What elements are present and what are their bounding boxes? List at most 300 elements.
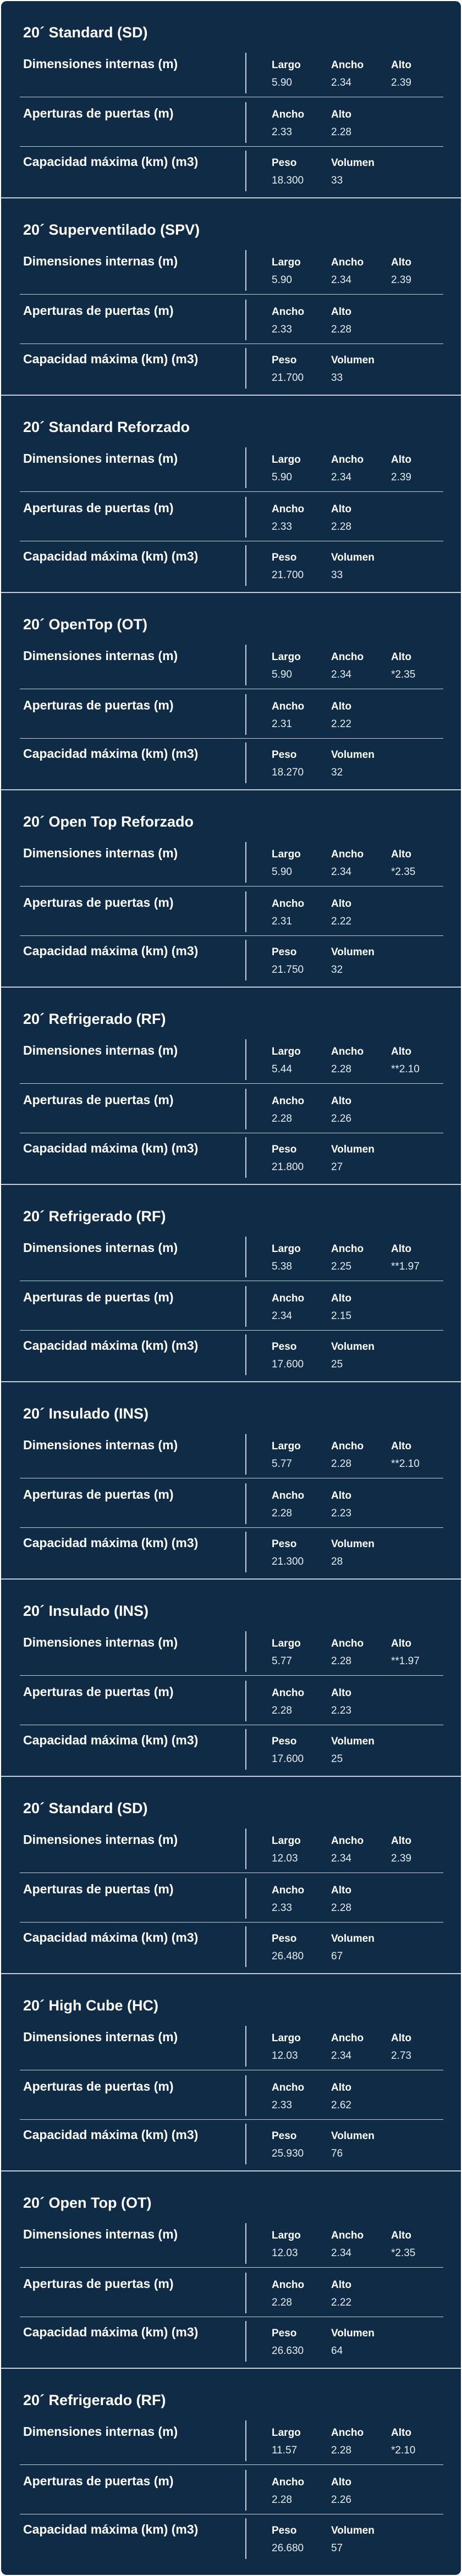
row-separator <box>20 491 443 492</box>
spec-header: Alto <box>331 306 351 318</box>
spec-value: 2.22 <box>331 916 351 927</box>
column-divider <box>245 2273 246 2313</box>
row-label: Capacidad máxima (km) (m3) <box>23 944 199 958</box>
row-label: Aperturas de puertas (m) <box>23 1487 174 1502</box>
spec-value: 28 <box>331 1556 343 1567</box>
internal-dimensions-row <box>20 838 443 887</box>
spec-cell-volumen <box>331 2128 375 2163</box>
spec-value: 21.300 <box>272 1556 304 1567</box>
spec-cell-alto <box>331 106 351 141</box>
spec-value: 2.15 <box>331 1310 351 1322</box>
section-title: 20´ Standard (SD) <box>23 1800 148 1816</box>
spec-value: 12.03 <box>272 2247 298 2259</box>
spec-value: 2.31 <box>272 718 292 730</box>
spec-cell-peso <box>272 1141 304 1176</box>
spec-value: 2.33 <box>272 1902 292 1914</box>
door-openings-row <box>20 1085 443 1133</box>
spec-header: Ancho <box>331 2427 364 2439</box>
spec-header: Ancho <box>331 257 364 268</box>
internal-dimensions-row <box>20 641 443 689</box>
spec-header: Peso <box>272 1144 297 1155</box>
door-openings-row <box>20 690 443 739</box>
spec-value: **1.97 <box>391 1655 420 1667</box>
internal-dimensions-row <box>20 1627 443 1676</box>
column-divider <box>245 151 246 191</box>
spec-value: 25.930 <box>272 2148 304 2159</box>
row-label: Dimensiones internas (m) <box>23 1832 178 1847</box>
spec-cell-volumen <box>331 1338 375 1373</box>
spec-header: Volumen <box>331 2328 375 2339</box>
container-section <box>1 1 461 198</box>
spec-cell-alto <box>391 57 411 92</box>
door-openings-row <box>20 2071 443 2120</box>
spec-value: 2.28 <box>331 521 351 533</box>
column-divider <box>245 694 246 735</box>
row-label: Capacidad máxima (km) (m3) <box>23 1930 199 1945</box>
spec-cell-ancho <box>272 501 304 536</box>
spec-cell-largo <box>272 254 301 289</box>
spec-header: Alto <box>331 1095 351 1107</box>
row-label: Dimensiones internas (m) <box>23 57 178 71</box>
max-capacity-row <box>20 1923 443 1971</box>
section-title: 20´ Open Top (OT) <box>23 2195 152 2211</box>
spec-value: 25 <box>331 1359 343 1370</box>
spec-cell-peso <box>272 2128 304 2163</box>
spec-header: Ancho <box>272 109 305 120</box>
column-divider <box>245 348 246 389</box>
column-divider <box>245 1137 246 1178</box>
spec-cell-peso <box>272 944 304 979</box>
row-label: Aperturas de puertas (m) <box>23 698 174 712</box>
spec-value: 2.34 <box>331 866 351 878</box>
spec-value: 76 <box>331 2148 343 2159</box>
spec-cell-largo <box>272 1043 301 1078</box>
container-section <box>1 2171 461 2369</box>
row-label: Aperturas de puertas (m) <box>23 1093 174 1107</box>
spec-cell-alto <box>331 1882 351 1917</box>
spec-cell-alto <box>331 2474 351 2509</box>
row-label: Capacidad máxima (km) (m3) <box>23 549 199 563</box>
spec-header: Ancho <box>331 1046 364 1057</box>
row-label: Dimensiones internas (m) <box>23 254 178 268</box>
row-label: Aperturas de puertas (m) <box>23 2276 174 2291</box>
spec-header: Alto <box>331 1293 351 1304</box>
spec-cell-ancho <box>331 649 364 684</box>
spec-value: 2.39 <box>391 274 411 286</box>
spec-header: Ancho <box>272 1885 305 1896</box>
spec-cell-alto <box>391 1832 411 1868</box>
row-label: Dimensiones internas (m) <box>23 1635 178 1649</box>
spec-value: 67 <box>331 1951 343 1962</box>
spec-value: 2.34 <box>331 2247 351 2259</box>
row-label: Dimensiones internas (m) <box>23 649 178 663</box>
spec-header: Volumen <box>331 157 375 169</box>
spec-header: Largo <box>272 1441 301 1452</box>
spec-header: Ancho <box>272 2477 305 2488</box>
spec-header: Peso <box>272 2525 297 2536</box>
section-title: 20´ OpenTop (OT) <box>23 616 147 633</box>
spec-header: Alto <box>391 2427 411 2439</box>
column-divider <box>245 102 246 143</box>
row-label: Capacidad máxima (km) (m3) <box>23 2522 199 2536</box>
door-openings-row <box>20 1677 443 1725</box>
column-divider <box>245 1829 246 1869</box>
internal-dimensions-row <box>20 49 443 97</box>
spec-cell-ancho <box>272 2276 304 2312</box>
spec-value: *2.35 <box>391 2247 416 2259</box>
spec-cell-peso <box>272 746 304 782</box>
spec-value: 2.62 <box>331 2099 351 2111</box>
max-capacity-row <box>20 2317 443 2366</box>
door-openings-row <box>20 1480 443 1528</box>
spec-cell-ancho <box>272 698 304 733</box>
row-separator <box>20 1675 443 1676</box>
spec-cell-peso <box>272 1930 304 1965</box>
spec-value: 2.23 <box>331 1705 351 1716</box>
spec-header: Ancho <box>331 2230 364 2241</box>
spec-header: Ancho <box>331 1243 364 1255</box>
spec-cell-peso <box>272 1338 304 1373</box>
spec-value: 26.630 <box>272 2345 304 2357</box>
spec-header: Volumen <box>331 1144 375 1155</box>
row-label: Capacidad máxima (km) (m3) <box>23 1733 199 1747</box>
internal-dimensions-row <box>20 1825 443 1873</box>
spec-cell-ancho <box>331 1240 364 1276</box>
spec-header: Alto <box>391 2230 411 2241</box>
spec-value: 2.26 <box>331 1113 351 1124</box>
spec-cell-volumen <box>331 2522 375 2557</box>
column-divider <box>245 2321 246 2362</box>
internal-dimensions-row <box>20 1233 443 1281</box>
internal-dimensions-row <box>20 2219 443 2268</box>
spec-value: 2.39 <box>391 1853 411 1864</box>
spec-value: 2.34 <box>331 77 351 88</box>
spec-header: Alto <box>391 2032 411 2044</box>
spec-cell-largo <box>272 2424 301 2459</box>
row-label: Dimensiones internas (m) <box>23 2227 178 2241</box>
spec-cell-alto <box>331 303 351 339</box>
section-title: 20´ Superventilado (SPV) <box>23 221 200 238</box>
spec-value: 18.270 <box>272 767 304 778</box>
row-label: Capacidad máxima (km) (m3) <box>23 2325 199 2339</box>
spec-value: 2.34 <box>331 2050 351 2062</box>
spec-header: Peso <box>272 1341 297 1353</box>
row-label: Dimensiones internas (m) <box>23 2424 178 2439</box>
row-label: Aperturas de puertas (m) <box>23 2079 174 2093</box>
spec-value: 12.03 <box>272 1853 298 1864</box>
spec-header: Alto <box>331 2477 351 2488</box>
spec-header: Alto <box>391 454 411 466</box>
spec-cell-alto <box>391 2030 411 2065</box>
section-title: 20´ Open Top Reforzado <box>23 813 194 830</box>
column-divider <box>245 53 246 93</box>
row-label: Aperturas de puertas (m) <box>23 2474 174 2488</box>
spec-cell-largo <box>272 2030 301 2065</box>
container-section <box>1 1185 461 1382</box>
spec-value: 17.600 <box>272 1359 304 1370</box>
spec-value: 2.31 <box>272 916 292 927</box>
spec-value: **1.97 <box>391 1261 420 1272</box>
spec-cell-alto <box>391 254 411 289</box>
spec-value: 2.33 <box>272 126 292 138</box>
spec-cell-largo <box>272 57 301 92</box>
column-divider <box>245 2223 246 2264</box>
max-capacity-row <box>20 739 443 787</box>
spec-value: 2.23 <box>331 1508 351 1519</box>
spec-value: 5.77 <box>272 1458 292 1470</box>
spec-cell-alto <box>391 451 411 486</box>
section-title: 20´ Insulado (INS) <box>23 1405 149 1422</box>
door-openings-row <box>20 2466 443 2514</box>
spec-value: 5.90 <box>272 77 292 88</box>
spec-cell-largo <box>272 649 301 684</box>
spec-header: Alto <box>391 651 411 663</box>
container-section <box>1 2369 461 2566</box>
spec-cell-ancho <box>272 1882 304 1917</box>
spec-value: 32 <box>331 964 343 976</box>
column-divider <box>245 300 246 340</box>
row-label: Aperturas de puertas (m) <box>23 1290 174 1304</box>
spec-value: 21.700 <box>272 372 304 384</box>
container-section <box>1 593 461 790</box>
row-label: Capacidad máxima (km) (m3) <box>23 1536 199 1550</box>
spec-cell-ancho <box>331 846 364 881</box>
spec-value: 5.90 <box>272 866 292 878</box>
spec-value: *2.10 <box>391 2445 416 2456</box>
spec-header: Volumen <box>331 1933 375 1945</box>
spec-header: Ancho <box>272 306 305 318</box>
spec-cell-ancho <box>272 106 304 141</box>
row-label: Dimensiones internas (m) <box>23 1240 178 1255</box>
spec-header: Alto <box>331 1687 351 1699</box>
column-divider <box>245 1483 246 1524</box>
spec-cell-peso <box>272 1733 304 1768</box>
spec-value: 2.28 <box>331 1655 351 1667</box>
section-title: 20´ Refrigerado (RF) <box>23 1208 166 1225</box>
spec-cell-largo <box>272 1240 301 1276</box>
spec-header: Alto <box>331 109 351 120</box>
container-section <box>1 1382 461 1580</box>
spec-value: 2.34 <box>331 669 351 680</box>
column-divider <box>245 2075 246 2116</box>
column-divider <box>245 645 246 685</box>
spec-header: Peso <box>272 2328 297 2339</box>
spec-header: Largo <box>272 454 301 466</box>
spec-value: 33 <box>331 569 343 581</box>
column-divider <box>245 1681 246 1721</box>
spec-header: Ancho <box>331 1835 364 1847</box>
spec-header: Alto <box>391 1835 411 1847</box>
spec-value: 5.90 <box>272 274 292 286</box>
spec-value: 2.33 <box>272 324 292 335</box>
spec-value: 2.22 <box>331 2297 351 2308</box>
spec-cell-peso <box>272 154 304 190</box>
max-capacity-row <box>20 1331 443 1379</box>
section-title: 20´ Refrigerado (RF) <box>23 2392 166 2408</box>
spec-value: 2.22 <box>331 718 351 730</box>
spec-header: Ancho <box>272 701 305 712</box>
spec-header: Ancho <box>272 2082 305 2093</box>
spec-value: 33 <box>331 372 343 384</box>
spec-cell-alto <box>331 698 351 733</box>
spec-cell-ancho <box>272 1685 304 1720</box>
spec-value: 2.25 <box>331 1261 351 1272</box>
spec-header: Peso <box>272 946 297 958</box>
spec-value: 21.800 <box>272 1161 304 1173</box>
spec-value: 2.28 <box>331 1458 351 1470</box>
spec-cell-ancho <box>331 1635 364 1670</box>
door-openings-row <box>20 1282 443 1331</box>
row-separator <box>20 294 443 295</box>
internal-dimensions-row <box>20 2022 443 2070</box>
door-openings-row <box>20 493 443 541</box>
internal-dimensions-row <box>20 444 443 492</box>
row-separator <box>20 2267 443 2268</box>
spec-cell-alto <box>391 2424 415 2459</box>
internal-dimensions-row <box>20 1430 443 1478</box>
spec-header: Largo <box>272 1046 301 1057</box>
spec-header: Peso <box>272 552 297 563</box>
spec-cell-alto <box>331 2276 351 2312</box>
spec-value: 5.44 <box>272 1063 292 1075</box>
container-section <box>1 790 461 988</box>
spec-cell-volumen <box>331 352 375 387</box>
spec-cell-alto <box>331 2079 351 2114</box>
spec-cell-ancho <box>272 2079 304 2114</box>
spec-cell-alto <box>331 1290 351 1325</box>
spec-cell-volumen <box>331 1930 375 1965</box>
spec-header: Ancho <box>272 1687 305 1699</box>
spec-value: 27 <box>331 1161 343 1173</box>
column-divider <box>245 1729 246 1770</box>
spec-cell-ancho <box>331 1043 364 1078</box>
spec-header: Ancho <box>331 1638 364 1649</box>
spec-header: Largo <box>272 651 301 663</box>
spec-header: Alto <box>331 503 351 515</box>
spec-cell-ancho <box>272 1093 304 1128</box>
spec-value: 2.39 <box>391 77 411 88</box>
spec-cell-volumen <box>331 1733 375 1768</box>
spec-cell-peso <box>272 352 304 387</box>
container-section <box>1 396 461 593</box>
spec-header: Alto <box>391 1046 411 1057</box>
spec-cell-volumen <box>331 1141 375 1176</box>
spec-header: Largo <box>272 59 301 71</box>
spec-cell-largo <box>272 1635 301 1670</box>
spec-cell-ancho <box>272 2474 304 2509</box>
spec-cell-alto <box>391 1043 420 1078</box>
column-divider <box>245 447 246 488</box>
spec-value: *2.35 <box>391 669 416 680</box>
spec-cell-peso <box>272 2522 304 2557</box>
spec-header: Ancho <box>272 1095 305 1107</box>
spec-header: Volumen <box>331 2130 375 2142</box>
spec-cell-ancho <box>331 1832 364 1868</box>
spec-header: Ancho <box>331 1441 364 1452</box>
column-divider <box>245 842 246 883</box>
column-divider <box>245 2026 246 2067</box>
spec-cell-volumen <box>331 549 375 584</box>
column-divider <box>245 1039 246 1080</box>
container-section <box>1 988 461 1185</box>
spec-header: Volumen <box>331 946 375 958</box>
max-capacity-row <box>20 1725 443 1774</box>
spec-header: Largo <box>272 2230 301 2241</box>
column-divider <box>245 1286 246 1327</box>
spec-value: 2.73 <box>391 2050 411 2062</box>
max-capacity-row <box>20 936 443 984</box>
spec-cell-alto <box>391 649 415 684</box>
spec-value: 11.57 <box>272 2445 298 2456</box>
row-separator <box>20 886 443 887</box>
spec-header: Alto <box>391 1441 411 1452</box>
spec-header: Alto <box>391 1638 411 1649</box>
spec-value: 2.33 <box>272 2099 292 2111</box>
spec-cell-volumen <box>331 154 375 190</box>
spec-value: 5.38 <box>272 1261 292 1272</box>
row-label: Capacidad máxima (km) (m3) <box>23 1338 199 1353</box>
spec-header: Ancho <box>331 651 364 663</box>
internal-dimensions-row <box>20 2417 443 2465</box>
row-label: Capacidad máxima (km) (m3) <box>23 352 199 366</box>
spec-value: 64 <box>331 2345 343 2357</box>
spec-cell-alto <box>331 1093 351 1128</box>
column-divider <box>245 940 246 980</box>
spec-value: 2.28 <box>272 2297 292 2308</box>
column-divider <box>245 2124 246 2164</box>
spec-cell-peso <box>272 2325 304 2360</box>
spec-value: 21.700 <box>272 569 304 581</box>
spec-header: Peso <box>272 157 297 169</box>
spec-header: Peso <box>272 354 297 366</box>
row-label: Aperturas de puertas (m) <box>23 1882 174 1896</box>
row-label: Dimensiones internas (m) <box>23 451 178 466</box>
spec-cell-ancho <box>331 2227 364 2262</box>
spec-header: Ancho <box>272 503 305 515</box>
spec-cell-ancho <box>272 303 304 339</box>
spec-cell-alto <box>391 1635 420 1670</box>
spec-header: Volumen <box>331 1538 375 1550</box>
column-divider <box>245 250 246 291</box>
section-title: 20´ Refrigerado (RF) <box>23 1011 166 1027</box>
spec-cell-ancho <box>272 895 304 930</box>
spec-header: Alto <box>391 849 411 860</box>
spec-value: 5.77 <box>272 1655 292 1667</box>
spec-header: Ancho <box>331 2032 364 2044</box>
spec-value: 2.28 <box>272 1508 292 1519</box>
spec-header: Alto <box>391 1243 411 1255</box>
row-label: Capacidad máxima (km) (m3) <box>23 2128 199 2142</box>
row-label: Aperturas de puertas (m) <box>23 501 174 515</box>
spec-cell-largo <box>272 451 301 486</box>
spec-value: 21.750 <box>272 964 304 976</box>
spec-header: Ancho <box>272 1293 305 1304</box>
spec-value: *2.35 <box>391 866 416 878</box>
column-divider <box>245 2518 246 2559</box>
spec-cell-volumen <box>331 944 375 979</box>
column-divider <box>245 1434 246 1475</box>
spec-value: 2.28 <box>331 2445 351 2456</box>
spec-value: 5.90 <box>272 472 292 483</box>
section-title: 20´ Standard Reforzado <box>23 419 190 435</box>
row-label: Capacidad máxima (km) (m3) <box>23 1141 199 1155</box>
column-divider <box>245 1532 246 1572</box>
spec-cell-ancho <box>272 1487 304 1522</box>
spec-cell-alto <box>331 1487 351 1522</box>
spec-header: Peso <box>272 749 297 761</box>
spec-cell-peso <box>272 1536 304 1571</box>
column-divider <box>245 1089 246 1129</box>
